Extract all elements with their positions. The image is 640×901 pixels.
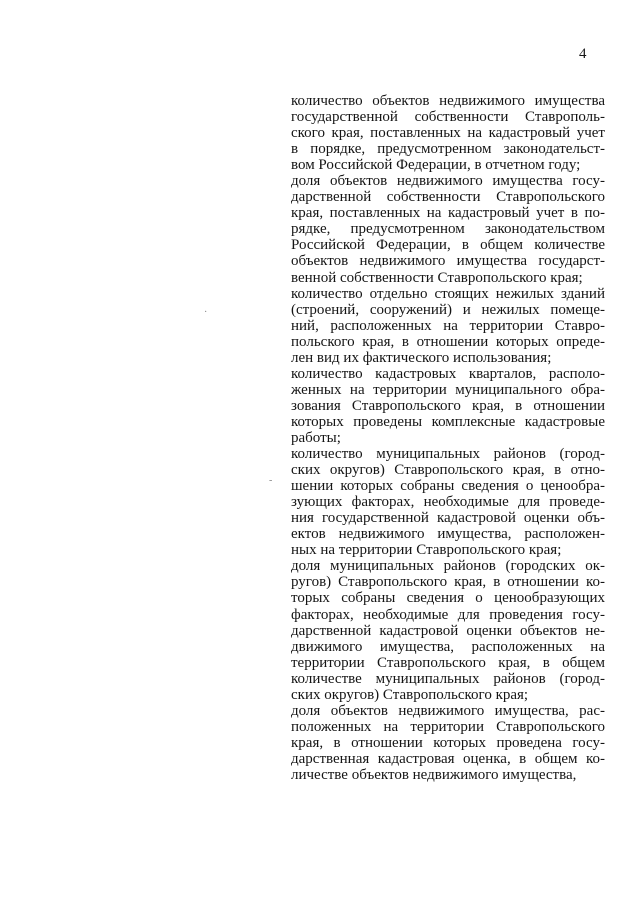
text-line: края, в отношении которых проведена госу- xyxy=(291,734,605,751)
page-number: 4 xyxy=(579,46,587,62)
text-line: ругов) Ставропольского края, в отношении ко- xyxy=(291,574,605,591)
text-line: государственной собственности Ставрополь- xyxy=(291,109,605,126)
text-line: работы; xyxy=(291,429,341,446)
text-line: ных на территории Ставропольского края; xyxy=(291,542,562,559)
paragraph xyxy=(291,286,605,366)
paragraph xyxy=(291,703,605,783)
body-text xyxy=(291,93,605,783)
text-line: ния государственной кадастровой оценки объ- xyxy=(291,510,605,527)
text-line: лен вид их фактического использования; xyxy=(291,349,552,366)
text-line: объектов недвижимого имущества государст- xyxy=(291,253,605,270)
text-line: ний, расположенных на территории Ставро- xyxy=(291,317,605,334)
margin-dot: · xyxy=(204,307,208,318)
text-line: (строений, сооружений) и нежилых помеще- xyxy=(291,301,605,318)
paragraph xyxy=(291,173,605,285)
text-line: движимого имущества, расположенных на xyxy=(291,638,605,655)
text-line: доля объектов недвижимого имущества госу- xyxy=(291,173,605,190)
text-line: количестве муниципальных районов (город- xyxy=(291,670,605,687)
paragraph xyxy=(291,446,605,558)
text-line: личестве объектов недвижимого имущества, xyxy=(291,766,577,783)
text-line: в порядке, предусмотренном законодательст- xyxy=(291,141,605,158)
text-line: дарственная кадастровая оценка, в общем ко- xyxy=(291,750,605,767)
text-line: количество объектов недвижимого имущества xyxy=(291,93,605,109)
paragraph xyxy=(291,558,605,702)
text-line: ектов недвижимого имущества, расположен- xyxy=(291,526,605,543)
text-line: ского края, поставленных на кадастровый учет xyxy=(291,125,605,142)
text-line: ских округов) Ставропольского края; xyxy=(291,686,529,703)
text-line: шении которых собраны сведения о ценообра- xyxy=(291,478,605,495)
text-line: польского края, в отношении которых опреде- xyxy=(291,333,605,350)
text-line: количество отдельно стоящих нежилых зданий xyxy=(291,285,605,302)
text-line: факторах, необходимые для проведения госу- xyxy=(291,606,605,623)
text-line: которых проведены комплексные кадастровые xyxy=(291,413,605,430)
text-line: вом Российской Федерации, в отчетном году; xyxy=(291,157,581,174)
paragraph xyxy=(291,93,605,173)
text-line: доля муниципальных районов (городских ок- xyxy=(291,558,605,575)
text-line: положенных на территории Ставропольского xyxy=(291,718,605,735)
text-line: дарственной собственности Ставропольского xyxy=(291,189,605,206)
text-line: рядке, предусмотренном законодательством xyxy=(291,221,605,238)
text-line: зования Ставропольского края, в отношении xyxy=(291,397,605,414)
text-line: венной собственности Ставропольского края; xyxy=(291,269,583,286)
text-line: Российской Федерации, в общем количестве xyxy=(291,237,605,254)
text-line: количество муниципальных районов (город- xyxy=(291,446,605,463)
paragraph xyxy=(291,366,605,446)
text-line: торых собраны сведения о ценообразующих xyxy=(291,590,605,607)
text-line: дарственной кадастровой оценки объектов не- xyxy=(291,622,605,639)
text-line: зующих факторах, необходимые для проведе- xyxy=(291,494,605,511)
text-line: края, поставленных на кадастровый учет в по- xyxy=(291,205,605,222)
margin-dash: - xyxy=(269,475,273,486)
text-line: доля объектов недвижимого имущества, рас- xyxy=(291,702,605,719)
text-line: территории Ставропольского края, в общем xyxy=(291,654,605,671)
text-line: ских округов) Ставропольского края, в отно- xyxy=(291,462,605,479)
text-line: количество кадастровых кварталов, располо- xyxy=(291,365,605,382)
text-line: женных на территории муниципального обра- xyxy=(291,381,605,398)
